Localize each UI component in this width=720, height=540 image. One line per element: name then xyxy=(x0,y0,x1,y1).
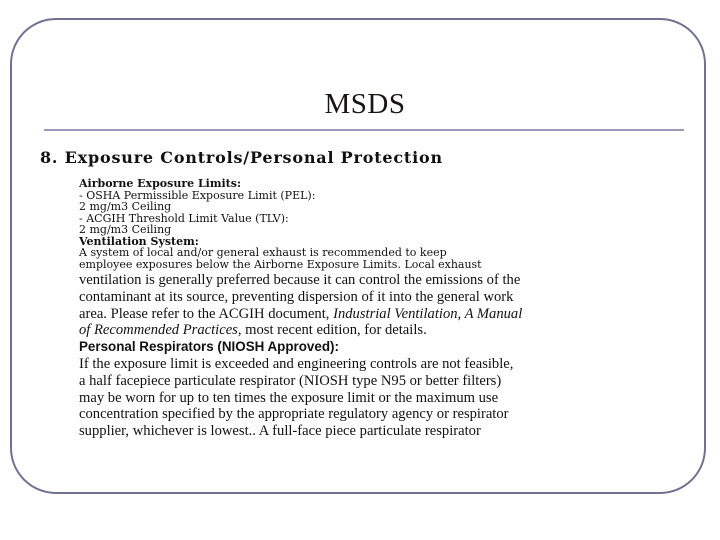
slide-title: MSDS xyxy=(324,88,406,120)
ventilation-line: contaminant at its source, preventing dispersion of it into the general work xyxy=(79,288,514,305)
ventilation-heading: Ventilation System: xyxy=(79,234,199,248)
airborne-line: - OSHA Permissible Exposure Limit (PEL): xyxy=(79,188,316,202)
ventilation-line: ventilation is generally preferred because it can control the emissions of the xyxy=(79,272,521,288)
respirator-line: a half facepiece particulate respirator (NIOSH type N95 or better filters) xyxy=(79,372,502,389)
reference-title-part2: of Recommended Practices xyxy=(79,322,238,339)
airborne-line: 2 mg/m3 Ceiling xyxy=(79,200,172,213)
ventilation-reference-line xyxy=(79,322,609,339)
msds-text-large xyxy=(79,272,609,440)
respirators-heading: Personal Respirators (NIOSH Approved): xyxy=(79,339,339,355)
title-divider xyxy=(44,129,684,131)
respirator-line: may be worn for up to ten times the exposure limit or the maximum use xyxy=(79,389,499,406)
airborne-limits-heading: Airborne Exposure Limits: xyxy=(79,177,242,190)
respirator-line: If the exposure limit is exceeded and engineering controls are not feasible, xyxy=(79,355,514,372)
respirator-line: concentration specified by the appropriate regulatory agency or respirator xyxy=(79,406,509,423)
section-heading: 8. Exposure Controls/Personal Protection xyxy=(40,148,443,167)
ventilation-reference-line xyxy=(79,306,609,323)
ventilation-line: A system of local and/or general exhaust is recommended to keep xyxy=(79,246,447,259)
reference-end: , most recent edition, for details. xyxy=(237,322,427,339)
ventilation-line: employee exposures below the Airborne Exposure Limits. Local exhaust xyxy=(79,257,482,271)
msds-text-small xyxy=(79,178,599,270)
airborne-line: - ACGIH Threshold Limit Value (TLV): xyxy=(79,211,289,225)
reference-title-part1: Industrial Ventilation, A Manual xyxy=(333,305,523,322)
airborne-line: 2 mg/m3 Ceiling xyxy=(79,223,172,236)
respirator-line: supplier, whichever is lowest.. A full-face piece particulate respirator xyxy=(79,423,481,440)
reference-intro: area. Please refer to the ACGIH document, xyxy=(79,305,334,322)
